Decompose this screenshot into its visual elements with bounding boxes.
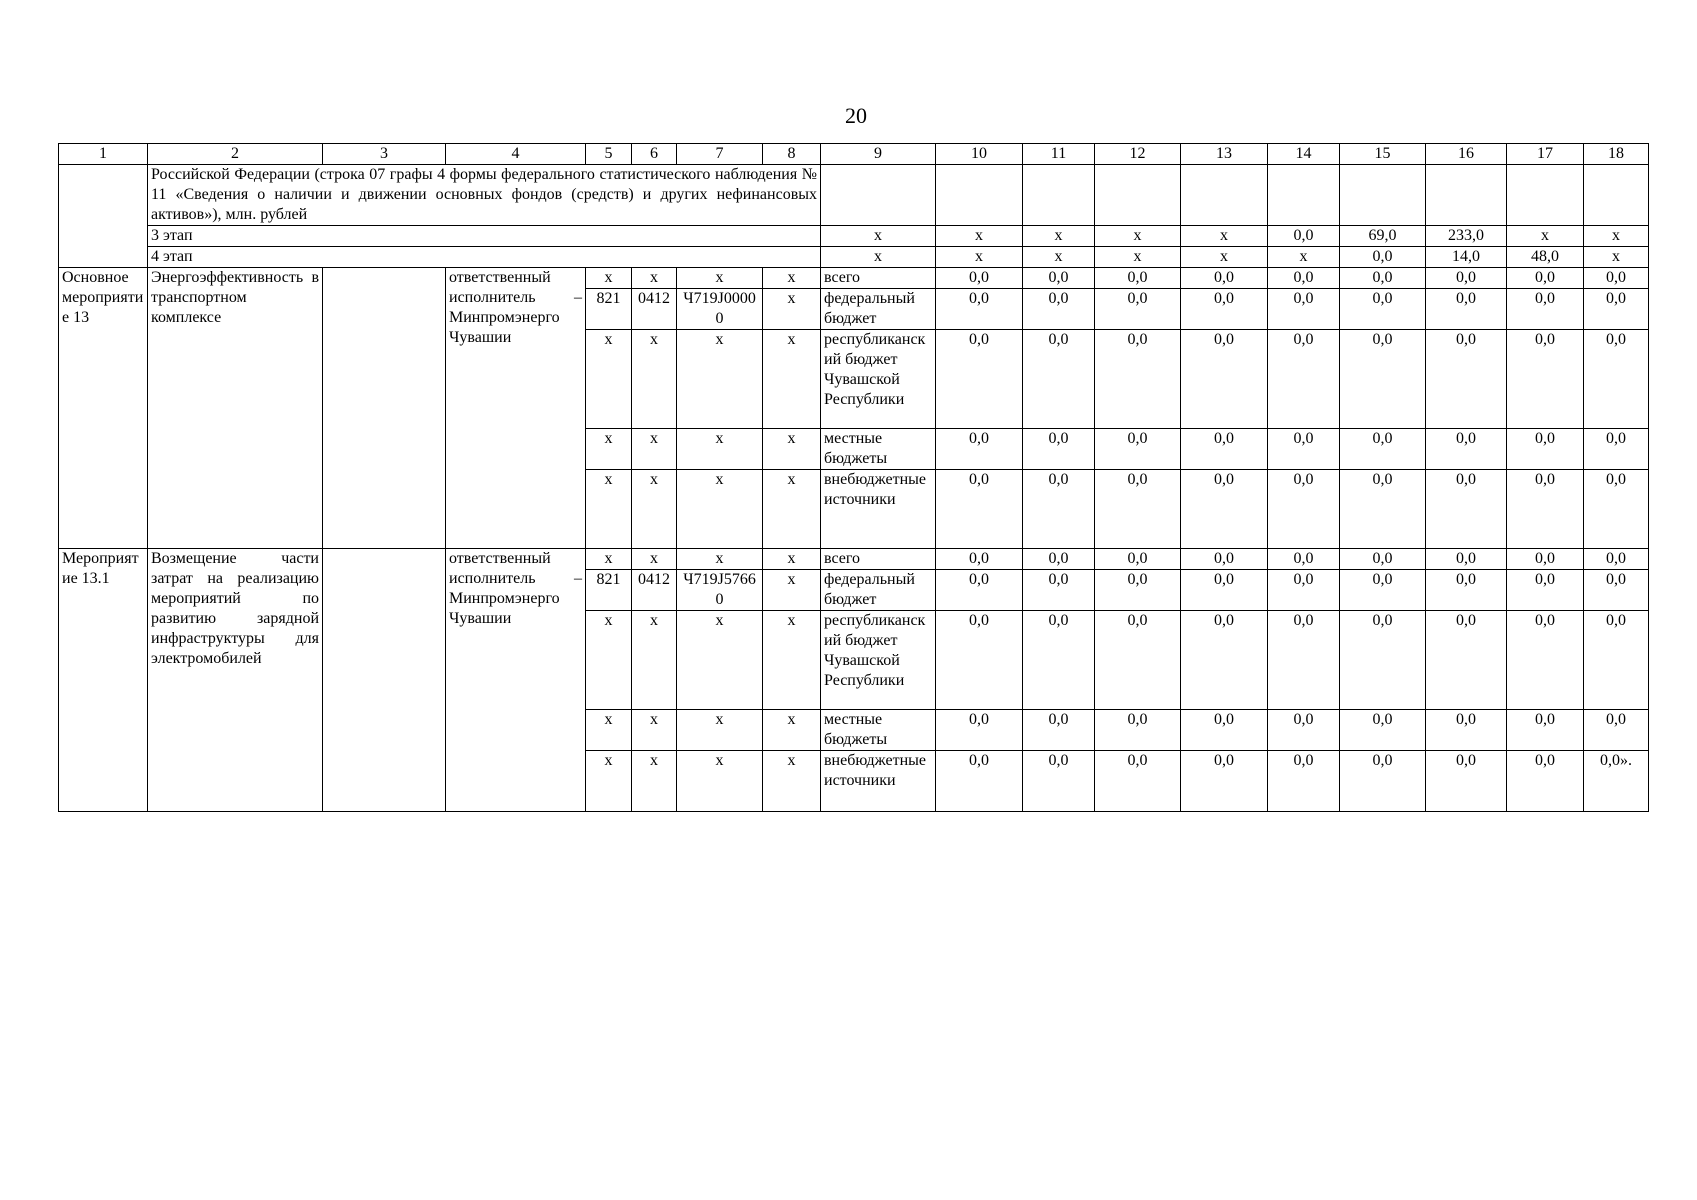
funding-value: 0,0 <box>1584 429 1649 470</box>
code-grbs: x <box>586 429 632 470</box>
code-target-article: Ч719J00000 <box>677 289 763 330</box>
indicator-empty-cell <box>821 165 936 226</box>
funding-value: 0,0 <box>1268 268 1340 289</box>
funding-value: 0,0 <box>1023 751 1095 812</box>
funding-value: 0,0 <box>1268 611 1340 710</box>
funding-value: 0,0 <box>1095 751 1181 812</box>
column-number: 1 <box>59 144 148 165</box>
funding-value: 0,0 <box>1584 289 1649 330</box>
funding-value: 0,0». <box>1584 751 1649 812</box>
stage-value: 48,0 <box>1507 247 1584 268</box>
indicator-empty-cell <box>1095 165 1181 226</box>
code-grbs: x <box>586 268 632 289</box>
code-target-article: x <box>677 751 763 812</box>
stage-value: x <box>1023 226 1095 247</box>
funding-value: 0,0 <box>1584 268 1649 289</box>
stage-value: x <box>821 247 936 268</box>
activity-col3 <box>323 549 446 812</box>
funding-value: 0,0 <box>1023 429 1095 470</box>
funding-value: 0,0 <box>936 611 1023 710</box>
funding-value: 0,0 <box>1507 751 1584 812</box>
code-section: x <box>632 549 677 570</box>
code-grbs: 821 <box>586 570 632 611</box>
funding-value: 0,0 <box>1023 268 1095 289</box>
code-target-article: x <box>677 268 763 289</box>
column-number: 2 <box>148 144 323 165</box>
code-expense-group: x <box>763 289 821 330</box>
funding-value: 0,0 <box>936 289 1023 330</box>
stage-value: x <box>936 247 1023 268</box>
funding-value: 0,0 <box>1268 330 1340 429</box>
funding-value: 0,0 <box>1181 289 1268 330</box>
funding-source: федеральный бюджет <box>821 289 936 330</box>
funding-value: 0,0 <box>1095 710 1181 751</box>
code-expense-group: x <box>763 549 821 570</box>
funding-value: 0,0 <box>1268 751 1340 812</box>
funding-value: 0,0 <box>1095 268 1181 289</box>
code-grbs: x <box>586 710 632 751</box>
funding-value: 0,0 <box>1507 429 1584 470</box>
page-number: 20 <box>845 103 867 128</box>
code-target-article: x <box>677 611 763 710</box>
code-section: x <box>632 330 677 429</box>
activity-name: Энергоэффективность в транспортном комплексе <box>148 268 323 549</box>
funding-source: всего <box>821 268 936 289</box>
stage-value: 0,0 <box>1268 226 1340 247</box>
funding-value: 0,0 <box>1340 751 1426 812</box>
funding-value: 0,0 <box>1584 611 1649 710</box>
code-section: x <box>632 751 677 812</box>
funding-value: 0,0 <box>1584 470 1649 549</box>
funding-value: 0,0 <box>1340 470 1426 549</box>
column-number: 10 <box>936 144 1023 165</box>
code-grbs: x <box>586 751 632 812</box>
code-section: 0412 <box>632 570 677 611</box>
funding-value: 0,0 <box>1181 710 1268 751</box>
table-body <box>59 144 1649 812</box>
indicator-empty-cell <box>936 165 1023 226</box>
funding-source: всего <box>821 549 936 570</box>
indicator-blank-cell <box>59 165 148 268</box>
funding-value: 0,0 <box>1507 549 1584 570</box>
column-number: 6 <box>632 144 677 165</box>
column-number: 18 <box>1584 144 1649 165</box>
funding-value: 0,0 <box>1340 570 1426 611</box>
column-number: 14 <box>1268 144 1340 165</box>
code-target-article: x <box>677 429 763 470</box>
funding-value: 0,0 <box>1426 611 1507 710</box>
column-number: 7 <box>677 144 763 165</box>
stage-value: 233,0 <box>1426 226 1507 247</box>
stage-value: x <box>1095 226 1181 247</box>
funding-value: 0,0 <box>1268 470 1340 549</box>
stage-value: x <box>1095 247 1181 268</box>
stage-row <box>59 226 1649 247</box>
column-number: 5 <box>586 144 632 165</box>
funding-value: 0,0 <box>1426 268 1507 289</box>
funding-value: 0,0 <box>1095 549 1181 570</box>
funding-value: 0,0 <box>936 549 1023 570</box>
activity-col3 <box>323 268 446 549</box>
column-number: 17 <box>1507 144 1584 165</box>
stage-value: x <box>821 226 936 247</box>
funding-value: 0,0 <box>1023 470 1095 549</box>
funding-value: 0,0 <box>1426 549 1507 570</box>
funding-value: 0,0 <box>1181 268 1268 289</box>
code-expense-group: x <box>763 429 821 470</box>
funding-value: 0,0 <box>1340 549 1426 570</box>
code-section: x <box>632 429 677 470</box>
indicator-empty-cell <box>1426 165 1507 226</box>
funding-value: 0,0 <box>1426 289 1507 330</box>
code-section: x <box>632 268 677 289</box>
funding-value: 0,0 <box>936 429 1023 470</box>
funding-source: местные бюджеты <box>821 710 936 751</box>
funding-value: 0,0 <box>1023 289 1095 330</box>
funding-value: 0,0 <box>1023 570 1095 611</box>
responsible-executor: ответственный исполнитель – Минпромэнерго Чувашии <box>446 268 586 549</box>
column-number: 4 <box>446 144 586 165</box>
funding-source: местные бюджеты <box>821 429 936 470</box>
funding-value: 0,0 <box>1023 710 1095 751</box>
funding-value: 0,0 <box>1507 710 1584 751</box>
funding-value: 0,0 <box>1268 289 1340 330</box>
column-number-row <box>59 144 1649 165</box>
indicator-empty-cell <box>1584 165 1649 226</box>
activity-row <box>59 549 1649 570</box>
indicator-row <box>59 165 1649 226</box>
code-expense-group: x <box>763 268 821 289</box>
column-number: 8 <box>763 144 821 165</box>
funding-source: внебюджетные источники <box>821 470 936 549</box>
column-number: 3 <box>323 144 446 165</box>
funding-source: республиканский бюджет Чувашской Республики <box>821 611 936 710</box>
funding-value: 0,0 <box>1340 710 1426 751</box>
code-target-article: Ч719J57660 <box>677 570 763 611</box>
stage-value: x <box>1181 247 1268 268</box>
code-section: x <box>632 470 677 549</box>
funding-value: 0,0 <box>1584 710 1649 751</box>
code-target-article: x <box>677 549 763 570</box>
funding-value: 0,0 <box>1507 470 1584 549</box>
code-grbs: 821 <box>586 289 632 330</box>
stage-value: x <box>1023 247 1095 268</box>
funding-value: 0,0 <box>1507 570 1584 611</box>
code-section: x <box>632 710 677 751</box>
funding-value: 0,0 <box>1426 710 1507 751</box>
funding-value: 0,0 <box>1507 611 1584 710</box>
program-table <box>58 143 1649 812</box>
funding-value: 0,0 <box>1095 570 1181 611</box>
code-expense-group: x <box>763 611 821 710</box>
funding-value: 0,0 <box>1584 549 1649 570</box>
code-section: x <box>632 611 677 710</box>
funding-value: 0,0 <box>1426 330 1507 429</box>
indicator-empty-cell <box>1023 165 1095 226</box>
responsible-executor: ответственный исполнитель – Минпромэнерго Чувашии <box>446 549 586 812</box>
funding-value: 0,0 <box>1181 570 1268 611</box>
code-target-article: x <box>677 710 763 751</box>
funding-value: 0,0 <box>936 751 1023 812</box>
stage-value: 69,0 <box>1340 226 1426 247</box>
funding-value: 0,0 <box>936 268 1023 289</box>
activity-number: Мероприятие 13.1 <box>59 549 148 812</box>
stage-label: 4 этап <box>148 247 821 268</box>
indicator-empty-cell <box>1181 165 1268 226</box>
funding-value: 0,0 <box>1507 289 1584 330</box>
funding-value: 0,0 <box>1584 330 1649 429</box>
code-grbs: x <box>586 611 632 710</box>
column-number: 12 <box>1095 144 1181 165</box>
code-expense-group: x <box>763 470 821 549</box>
activity-number: Основное мероприятие 13 <box>59 268 148 549</box>
stage-row <box>59 247 1649 268</box>
activity-row <box>59 268 1649 289</box>
funding-value: 0,0 <box>1507 268 1584 289</box>
funding-source: федеральный бюджет <box>821 570 936 611</box>
funding-value: 0,0 <box>1095 330 1181 429</box>
funding-value: 0,0 <box>1340 289 1426 330</box>
column-number: 9 <box>821 144 936 165</box>
funding-value: 0,0 <box>936 710 1023 751</box>
stage-value: x <box>1268 247 1340 268</box>
funding-value: 0,0 <box>1340 330 1426 429</box>
funding-value: 0,0 <box>1340 429 1426 470</box>
stage-value: 0,0 <box>1340 247 1426 268</box>
code-grbs: x <box>586 330 632 429</box>
funding-value: 0,0 <box>1181 611 1268 710</box>
code-target-article: x <box>677 470 763 549</box>
column-number: 16 <box>1426 144 1507 165</box>
stage-value: x <box>936 226 1023 247</box>
indicator-empty-cell <box>1507 165 1584 226</box>
column-number: 15 <box>1340 144 1426 165</box>
indicator-text: Российской Федерации (строка 07 графы 4 формы федерального статистического наблюдения № 11 «Сведения о наличии и движении основных фондов (средств) и других нефинансовых активов»), млн. рублей <box>148 165 821 226</box>
funding-value: 0,0 <box>1095 611 1181 710</box>
code-section: 0412 <box>632 289 677 330</box>
code-expense-group: x <box>763 751 821 812</box>
funding-value: 0,0 <box>1268 549 1340 570</box>
funding-value: 0,0 <box>1426 570 1507 611</box>
funding-value: 0,0 <box>1268 570 1340 611</box>
indicator-empty-cell <box>1340 165 1426 226</box>
funding-value: 0,0 <box>1426 470 1507 549</box>
code-expense-group: x <box>763 570 821 611</box>
funding-source: республиканский бюджет Чувашской Республики <box>821 330 936 429</box>
funding-value: 0,0 <box>1095 470 1181 549</box>
funding-value: 0,0 <box>1181 470 1268 549</box>
stage-value: x <box>1584 247 1649 268</box>
code-grbs: x <box>586 549 632 570</box>
funding-value: 0,0 <box>1584 570 1649 611</box>
stage-value: x <box>1507 226 1584 247</box>
indicator-empty-cell <box>1268 165 1340 226</box>
funding-value: 0,0 <box>1181 429 1268 470</box>
stage-value: x <box>1181 226 1268 247</box>
code-expense-group: x <box>763 710 821 751</box>
funding-value: 0,0 <box>1340 611 1426 710</box>
code-target-article: x <box>677 330 763 429</box>
funding-value: 0,0 <box>1181 751 1268 812</box>
stage-value: x <box>1584 226 1649 247</box>
funding-value: 0,0 <box>1181 549 1268 570</box>
column-number: 11 <box>1023 144 1095 165</box>
funding-value: 0,0 <box>1268 429 1340 470</box>
stage-label: 3 этап <box>148 226 821 247</box>
activity-name: Возмещение части затрат на реализацию мероприятий по развитию зарядной инфраструктуры для электромобилей <box>148 549 323 812</box>
column-number: 13 <box>1181 144 1268 165</box>
funding-value: 0,0 <box>1023 611 1095 710</box>
funding-value: 0,0 <box>1023 549 1095 570</box>
funding-value: 0,0 <box>936 570 1023 611</box>
funding-value: 0,0 <box>1023 330 1095 429</box>
funding-value: 0,0 <box>1268 710 1340 751</box>
funding-value: 0,0 <box>936 330 1023 429</box>
funding-value: 0,0 <box>1340 268 1426 289</box>
funding-value: 0,0 <box>1426 429 1507 470</box>
code-grbs: x <box>586 470 632 549</box>
code-expense-group: x <box>763 330 821 429</box>
funding-value: 0,0 <box>1507 330 1584 429</box>
funding-value: 0,0 <box>1181 330 1268 429</box>
funding-source: внебюджетные источники <box>821 751 936 812</box>
funding-value: 0,0 <box>1426 751 1507 812</box>
funding-value: 0,0 <box>1095 429 1181 470</box>
stage-value: 14,0 <box>1426 247 1507 268</box>
funding-value: 0,0 <box>1095 289 1181 330</box>
funding-value: 0,0 <box>936 470 1023 549</box>
